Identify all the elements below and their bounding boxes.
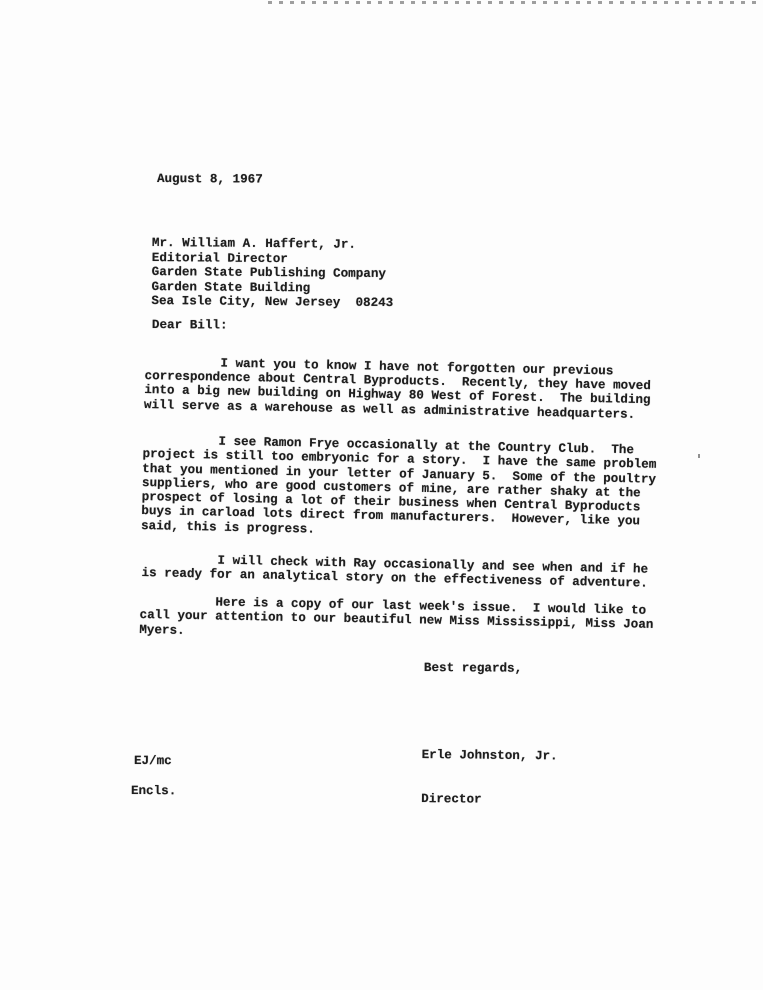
reference-initials: EJ/mc <box>133 754 172 769</box>
body-paragraph-2: I see Ramon Frye occasionally at the Country Club. The project is still too embryonic for a story. I have the same problem that you mentioned in your letter of January 5. Some of the poultry suppliers, who are good customers of mine, are rather shaky at the prospect of losing a lot of their business when Central Byproducts buys in carload lots direct from manufacturers. However, like you said, this is progress. <box>140 433 657 537</box>
signature-title: Director <box>421 791 482 807</box>
tear-off-dashed-line <box>268 1 763 4</box>
body-paragraph-1: I want you to know I have not forgotten our previous correspondence about Central Byproducts. Recently, they have moved into a big new building on Highway 80 West of Forest. The building will serve as a warehouse as well as administrative headquarters. <box>143 355 651 422</box>
signature-name: Erle Johnston, Jr. <box>421 748 558 764</box>
scan-artifact-speck <box>698 454 700 458</box>
recipient-address-block: Mr. William A. Haffert, Jr. Editorial Director Garden State Publishing Company Garden State Building Sea Isle City, New Jersey 08243 <box>151 236 394 311</box>
body-paragraph-4: Here is a copy of our last week's issue. I would like to call your attention to our beautiful new Miss Mississippi, Miss Joan Myers. <box>139 594 654 638</box>
enclosure-notation: Encls. <box>130 784 177 799</box>
complimentary-closing: Best regards, <box>423 661 523 676</box>
salutation: Dear Bill: <box>151 318 228 333</box>
letter-date: August 8, 1967 <box>156 172 263 187</box>
body-paragraph-3: I will check with Ray occasionally and see when and if he is ready for an analytical story on the effectiveness of adventure. <box>141 552 649 591</box>
signature-block <box>421 719 558 837</box>
